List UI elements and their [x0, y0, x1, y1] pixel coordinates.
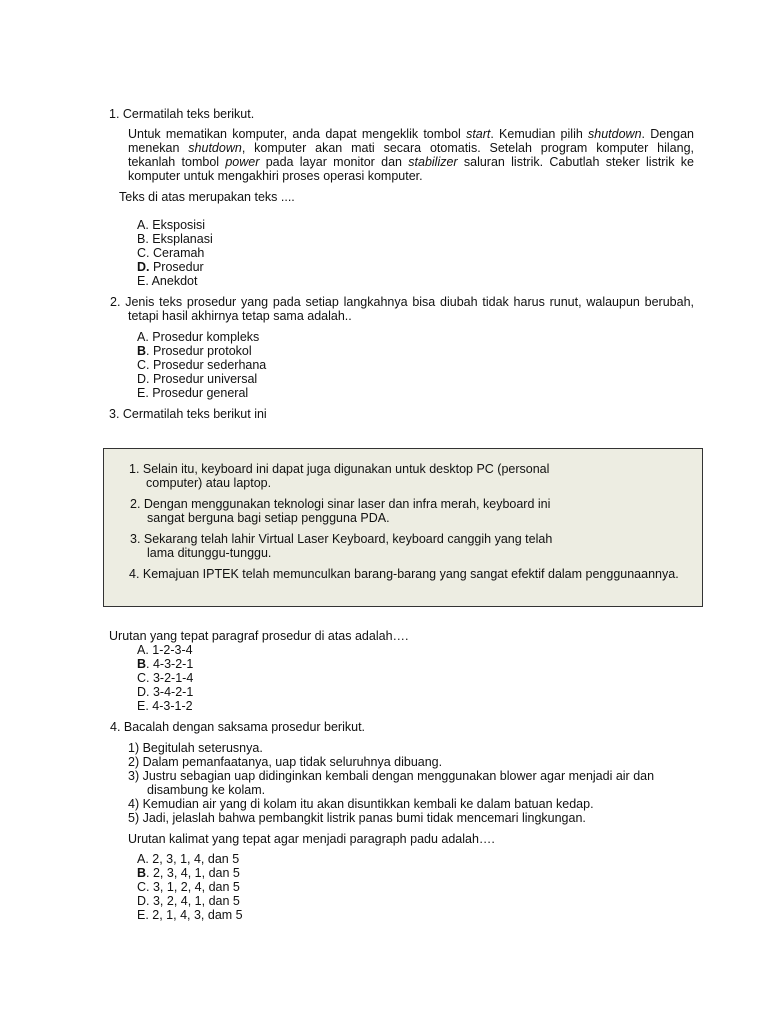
q3-option-c: C. 3-2-1-4 — [137, 671, 194, 685]
q4-step-3-continued: disambung ke kolam. — [147, 783, 266, 797]
q3-option-e: E. 4-3-1-2 — [137, 699, 193, 713]
q4-step-4: 4) Kemudian air yang di kolam itu akan disuntikkan kembali ke dalam batuan kedap. — [128, 797, 594, 811]
q4-option-e: E. 2, 1, 4, 3, dam 5 — [137, 908, 243, 922]
box-item-2-line-2: sangat berguna bagi setiap pengguna PDA. — [147, 511, 390, 525]
q3-option-a: A. 1-2-3-4 — [137, 643, 193, 657]
q3-option-d: D. 3-4-2-1 — [137, 685, 194, 699]
q4-step-2: 2) Dalam pemanfaatanya, uap tidak seluruhnya dibuang. — [128, 755, 443, 769]
question-4-title: 4. Bacalah dengan saksama prosedur berikut. — [110, 720, 366, 734]
q1-option-c: C. Ceramah — [137, 246, 205, 260]
q1-option-d: D. Prosedur — [137, 260, 204, 274]
question-2-line-1: 2. Jenis teks prosedur yang pada setiap langkahnya bisa diubah tidak harus runut, walaupun berubah, — [110, 295, 694, 309]
q1-option-b: B. Eksplanasi — [137, 232, 213, 246]
q4-option-a: A. 2, 3, 1, 4, dan 5 — [137, 852, 240, 866]
q3-option-b: B. 4-3-2-1 — [137, 657, 194, 671]
q2-option-e: E. Prosedur general — [137, 386, 249, 400]
question-3-title: 3. Cermatilah teks berikut ini — [109, 407, 267, 421]
q1-prompt: Teks di atas merupakan teks .... — [119, 190, 295, 204]
q1-option-a: A. Eksposisi — [137, 218, 206, 232]
q1-passage-line-4: komputer untuk mengakhiri proses operasi komputer. — [128, 169, 423, 183]
q4-step-3: 3) Justru sebagian uap didinginkan kembali dengan menggunakan blower agar menjadi air dan — [128, 769, 655, 783]
q4-prompt: Urutan kalimat yang tepat agar menjadi paragraph padu adalah…. — [128, 832, 495, 846]
q2-option-b: B. Prosedur protokol — [137, 344, 252, 358]
q4-option-b: B. 2, 3, 4, 1, dan 5 — [137, 866, 240, 880]
box-item-2-line-1: 2. Dengan menggunakan teknologi sinar laser dan infra merah, keyboard ini — [130, 497, 551, 511]
q2-option-d: D. Prosedur universal — [137, 372, 258, 386]
box-item-3-line-2: lama ditunggu-tunggu. — [147, 546, 272, 560]
q4-step-5: 5) Jadi, jelaslah bahwa pembangkit listrik panas bumi tidak mencemari lingkungan. — [128, 811, 586, 825]
q1-option-e: E. Anekdot — [137, 274, 198, 288]
q1-passage-line-1: Untuk mematikan komputer, anda dapat mengeklik tombol start. Kemudian pilih shutdown. Dengan — [128, 127, 695, 141]
box-item-1-line-2: computer) atau laptop. — [146, 476, 272, 490]
q2-option-a: A. Prosedur kompleks — [137, 330, 260, 344]
q1-passage-line-3: tekanlah tombol power pada layar monitor dan stabilizer saluran listrik. Cabutlah steker listrik ke — [128, 155, 694, 169]
q1-passage-line-2: menekan shutdown, komputer akan mati secara otomatis. Setelah program komputer hilang, — [128, 141, 694, 155]
q2-option-c: C. Prosedur sederhana — [137, 358, 267, 372]
question-1-title: 1. Cermatilah teks berikut. — [109, 107, 255, 121]
question-2-line-2: tetapi hasil akhirnya tetap sama adalah.. — [128, 309, 352, 323]
q4-option-d: D. 3, 2, 4, 1, dan 5 — [137, 894, 240, 908]
box-item-4: 4. Kemajuan IPTEK telah memunculkan barang-barang yang sangat efektif dalam penggunaannya. — [129, 567, 679, 581]
q4-option-c: C. 3, 1, 2, 4, dan 5 — [137, 880, 240, 894]
q3-prompt: Urutan yang tepat paragraf prosedur di atas adalah…. — [109, 629, 409, 643]
box-item-3-line-1: 3. Sekarang telah lahir Virtual Laser Keyboard, keyboard canggih yang telah — [130, 532, 553, 546]
box-item-1-line-1: 1. Selain itu, keyboard ini dapat juga digunakan untuk desktop PC (personal — [129, 462, 550, 476]
q4-step-1: 1) Begitulah seterusnya. — [128, 741, 263, 755]
